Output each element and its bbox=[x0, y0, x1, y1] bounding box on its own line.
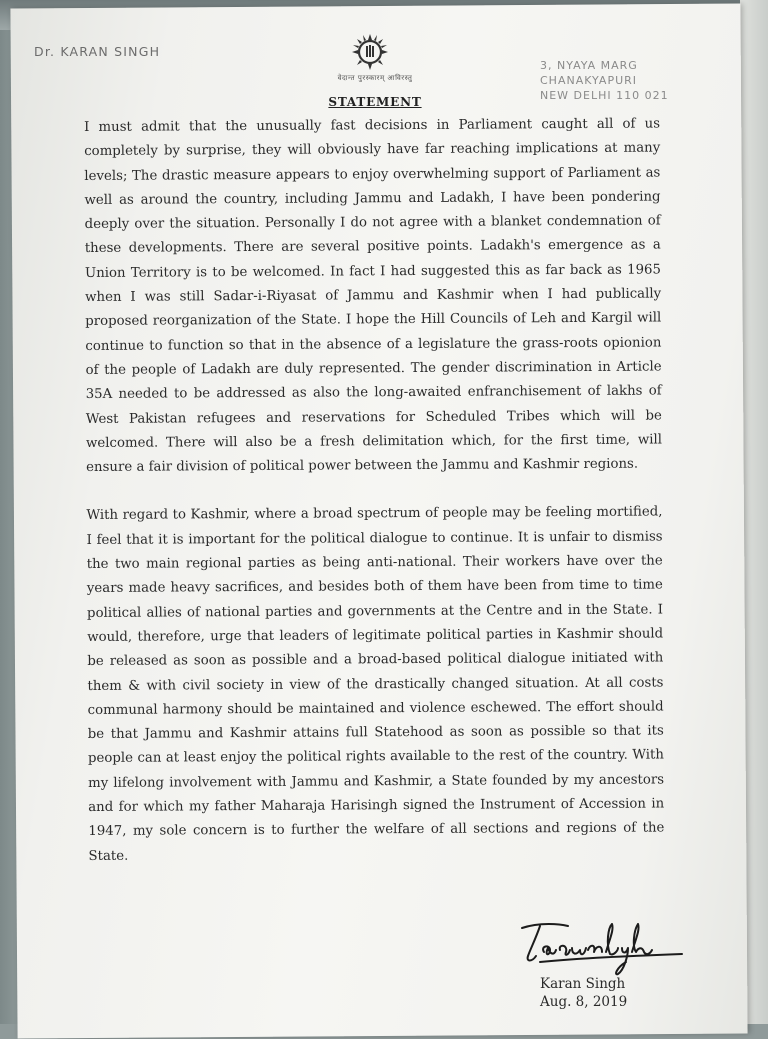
address-line: NEW DELHI 110 021 bbox=[540, 89, 669, 102]
letterhead-motto: वेदान्त पुरस्कारम् आविरस्तु bbox=[337, 74, 413, 82]
paragraph: With regard to Kashmir, where a broad spectrum of people may be feeling mortified, I feel that it is important for the political dialogue to continue. It is unfair to dismiss the two main regional parties as being anti-national. Their workers have over the years made heavy sacrifices, and besides both of them have been from time to time political allies of national parties and governments at the Centre and in the State. I would, therefore, urge that leaders of legitimate political parties in Kashmir should be released as soon as possible and a broad-based political dialogue initiated with them & with civil society in view of the drastically changed situation. At all costs communal harmony should be maintained and violence eschewed. The effort should be that Jammu and Kashmir attains full Statehood as soon as possible so that its people can at least enjoy the political rights available to the rest of the country. With my lifelong involvement with Jammu and Kashmir, a State founded by my ancestors and for which my father Maharaja Harisingh signed the Instrument of Accession in 1947, my sole concern is to further the welfare of all sections and regions of the State. bbox=[86, 504, 665, 864]
handwritten-signature bbox=[510, 918, 690, 980]
statement-body bbox=[84, 112, 665, 868]
signatory-name: Karan Singh bbox=[540, 976, 626, 992]
paragraph: I must admit that the unusually fast decisions in Parliament caught all of us completely by surprise, they will obviously have far reaching implications at many levels; The drastic measure appears to enjoy overwhelming support of Parliament as well as around the country, including Jammu and Ladakh, I have been pondering deeply over the situation. Personally I do not agree with a blanket condemnation of these developments. There are several positive points. Ladakh's emergence as a Union Territory is to be welcomed. In fact I had suggested this as far back as 1965 when I was still Sadar-i-Riyasat of Jammu and Kashmir when I had publically proposed reorganization of the State. I hope the Hill Councils of Leh and Kargil will continue to function so that in the absence of a legislature the grass-roots opionion of the people of Ladakh are duly represented. The gender discrimination in Article 35A needed to be addressed as also the long-awaited enfranchisement of lakhs of West Pakistan refugees and reservations for Scheduled Tribes which will be welcomed. There will also be a fresh delimitation which, for the first time, will ensure a fair division of political power between the Jammu and Kashmir regions. bbox=[84, 116, 663, 476]
address-line: 3, NYAYA MARG bbox=[540, 59, 638, 72]
sender-name: Dr. KARAN SINGH bbox=[34, 44, 161, 59]
statement-date: Aug. 8, 2019 bbox=[540, 994, 628, 1010]
address-line: CHANAKYAPURI bbox=[540, 74, 638, 87]
emblem-icon bbox=[350, 32, 390, 72]
sender-address bbox=[540, 58, 669, 103]
document-title: STATEMENT bbox=[328, 95, 422, 109]
